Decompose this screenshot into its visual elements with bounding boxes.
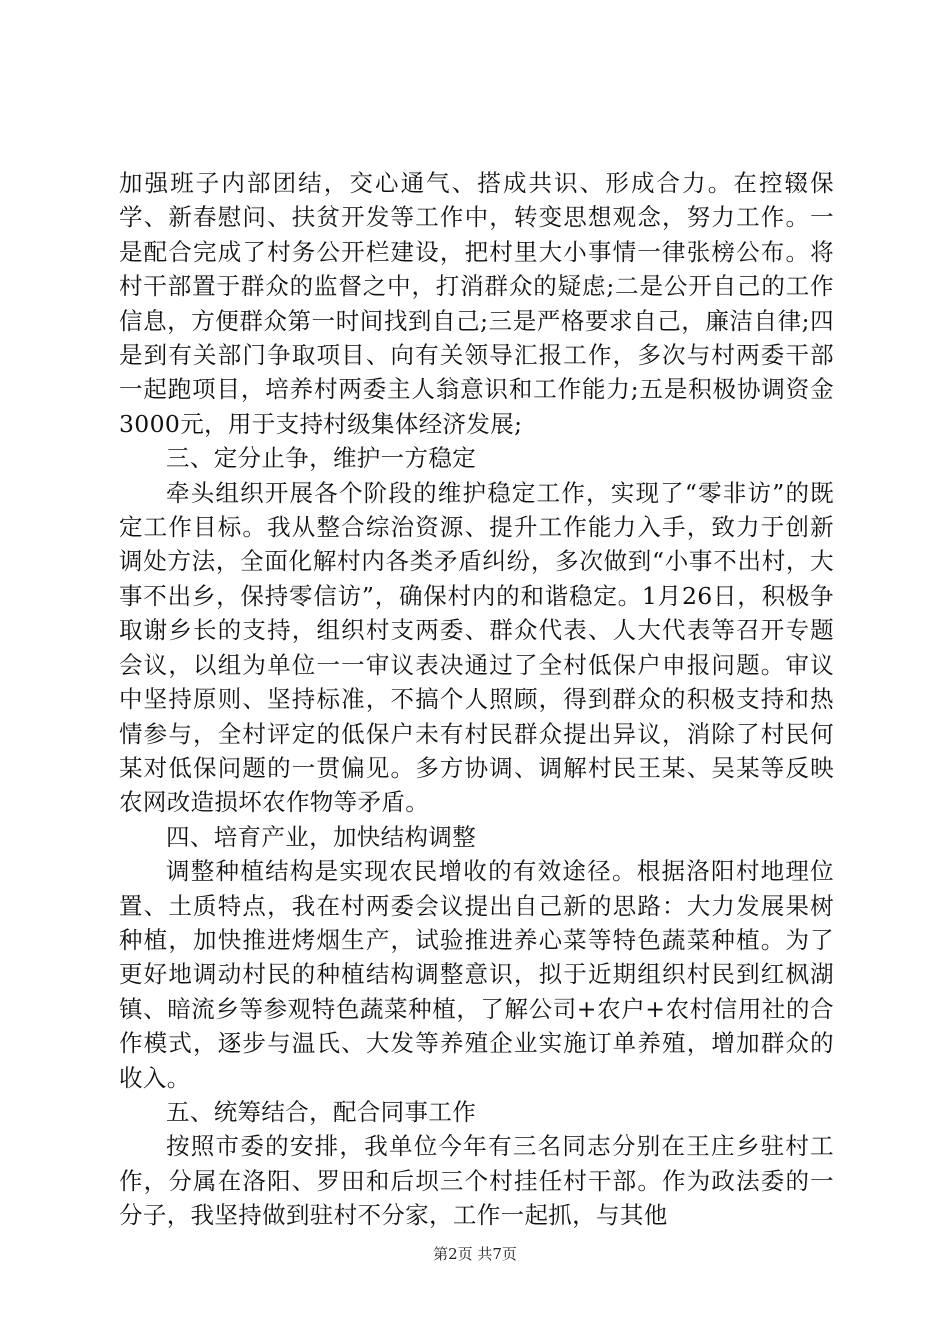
section-heading-4: 四、培育产业，加快结构调整 — [166, 822, 477, 851]
paragraph-stability: 牵头组织开展各个阶段的维护稳定工作，实现了“零非访”的既定工作目标。我从整合综治资源、提升工作能力入手，致力于创新调处方法，全面化解村内各类矛盾纠纷，多次做到“小事不出村，大事不出乡，保持零信访”，确保村内的和谐稳定。1月26日，积极争取谢乡长的支持，组织村支两委、群众代表、人大代表等召开专题会议，以组为单位一一审议表决通过了全村低保户申报问题。审议中坚持原则、坚持标准，不搞个人照顾，得到群众的积极支持和热情参与，全村评定的低保户未有村民群众提出异议，消除了村民何某对低保问题的一贯偏见。多方协调、调解村民王某、吴某等反映农网改造损坏农作物等矛盾。 — [119, 478, 834, 817]
paragraph-coordination: 按照市委的安排，我单位今年有三名同志分别在王庄乡驻村工作，分属在洛阳、罗田和后坝三个村挂任村干部。作为政法委的一分子，我坚持做到驻村不分家，工作一起抓，与其他 — [119, 1132, 834, 1230]
paragraph-work-summary: 加强班子内部团结，交心通气、搭成共识、形成合力。在控辍保学、新春慰问、扶贫开发等工作中，转变思想观念，努力工作。一是配合完成了村务公开栏建设，把村里大小事情一律张榜公布。将村干部置于群众的监督之中，打消群众的疑虑;二是公开自己的工作信息，方便群众第一时间找到自己;三是严格要求自己，廉洁自律;四是到有关部门争取项目、向有关领导汇报工作，多次与村两委干部一起跑项目，培养村两委主人翁意识和工作能力;五是积极协调资金3000元，用于支持村级集体经济发展; — [119, 169, 834, 438]
page-footer: 第2页 共7页 — [433, 1245, 517, 1263]
paragraph-industry: 调整种植结构是实现农民增收的有效途径。根据洛阳村地理位置、土质特点，我在村两委会议提出自己新的思路：大力发展果树种植，加快推进烤烟生产，试验推进养心菜等特色蔬菜种植。为了更好地调动村民的种植结构调整意识，拟于近期组织村民到红枫湖镇、暗流乡等参观特色蔬菜种植，了解公司+农户+农村信用社的合作模式，逐步与温氏、大发等养殖企业实施订单养殖，增加群众的收入。 — [119, 857, 834, 1092]
section-heading-3: 三、定分止争，维护一方稳定 — [166, 444, 477, 473]
document-body — [119, 166, 834, 1233]
section-heading-5: 五、统筹结合，配合同事工作 — [166, 1097, 477, 1126]
